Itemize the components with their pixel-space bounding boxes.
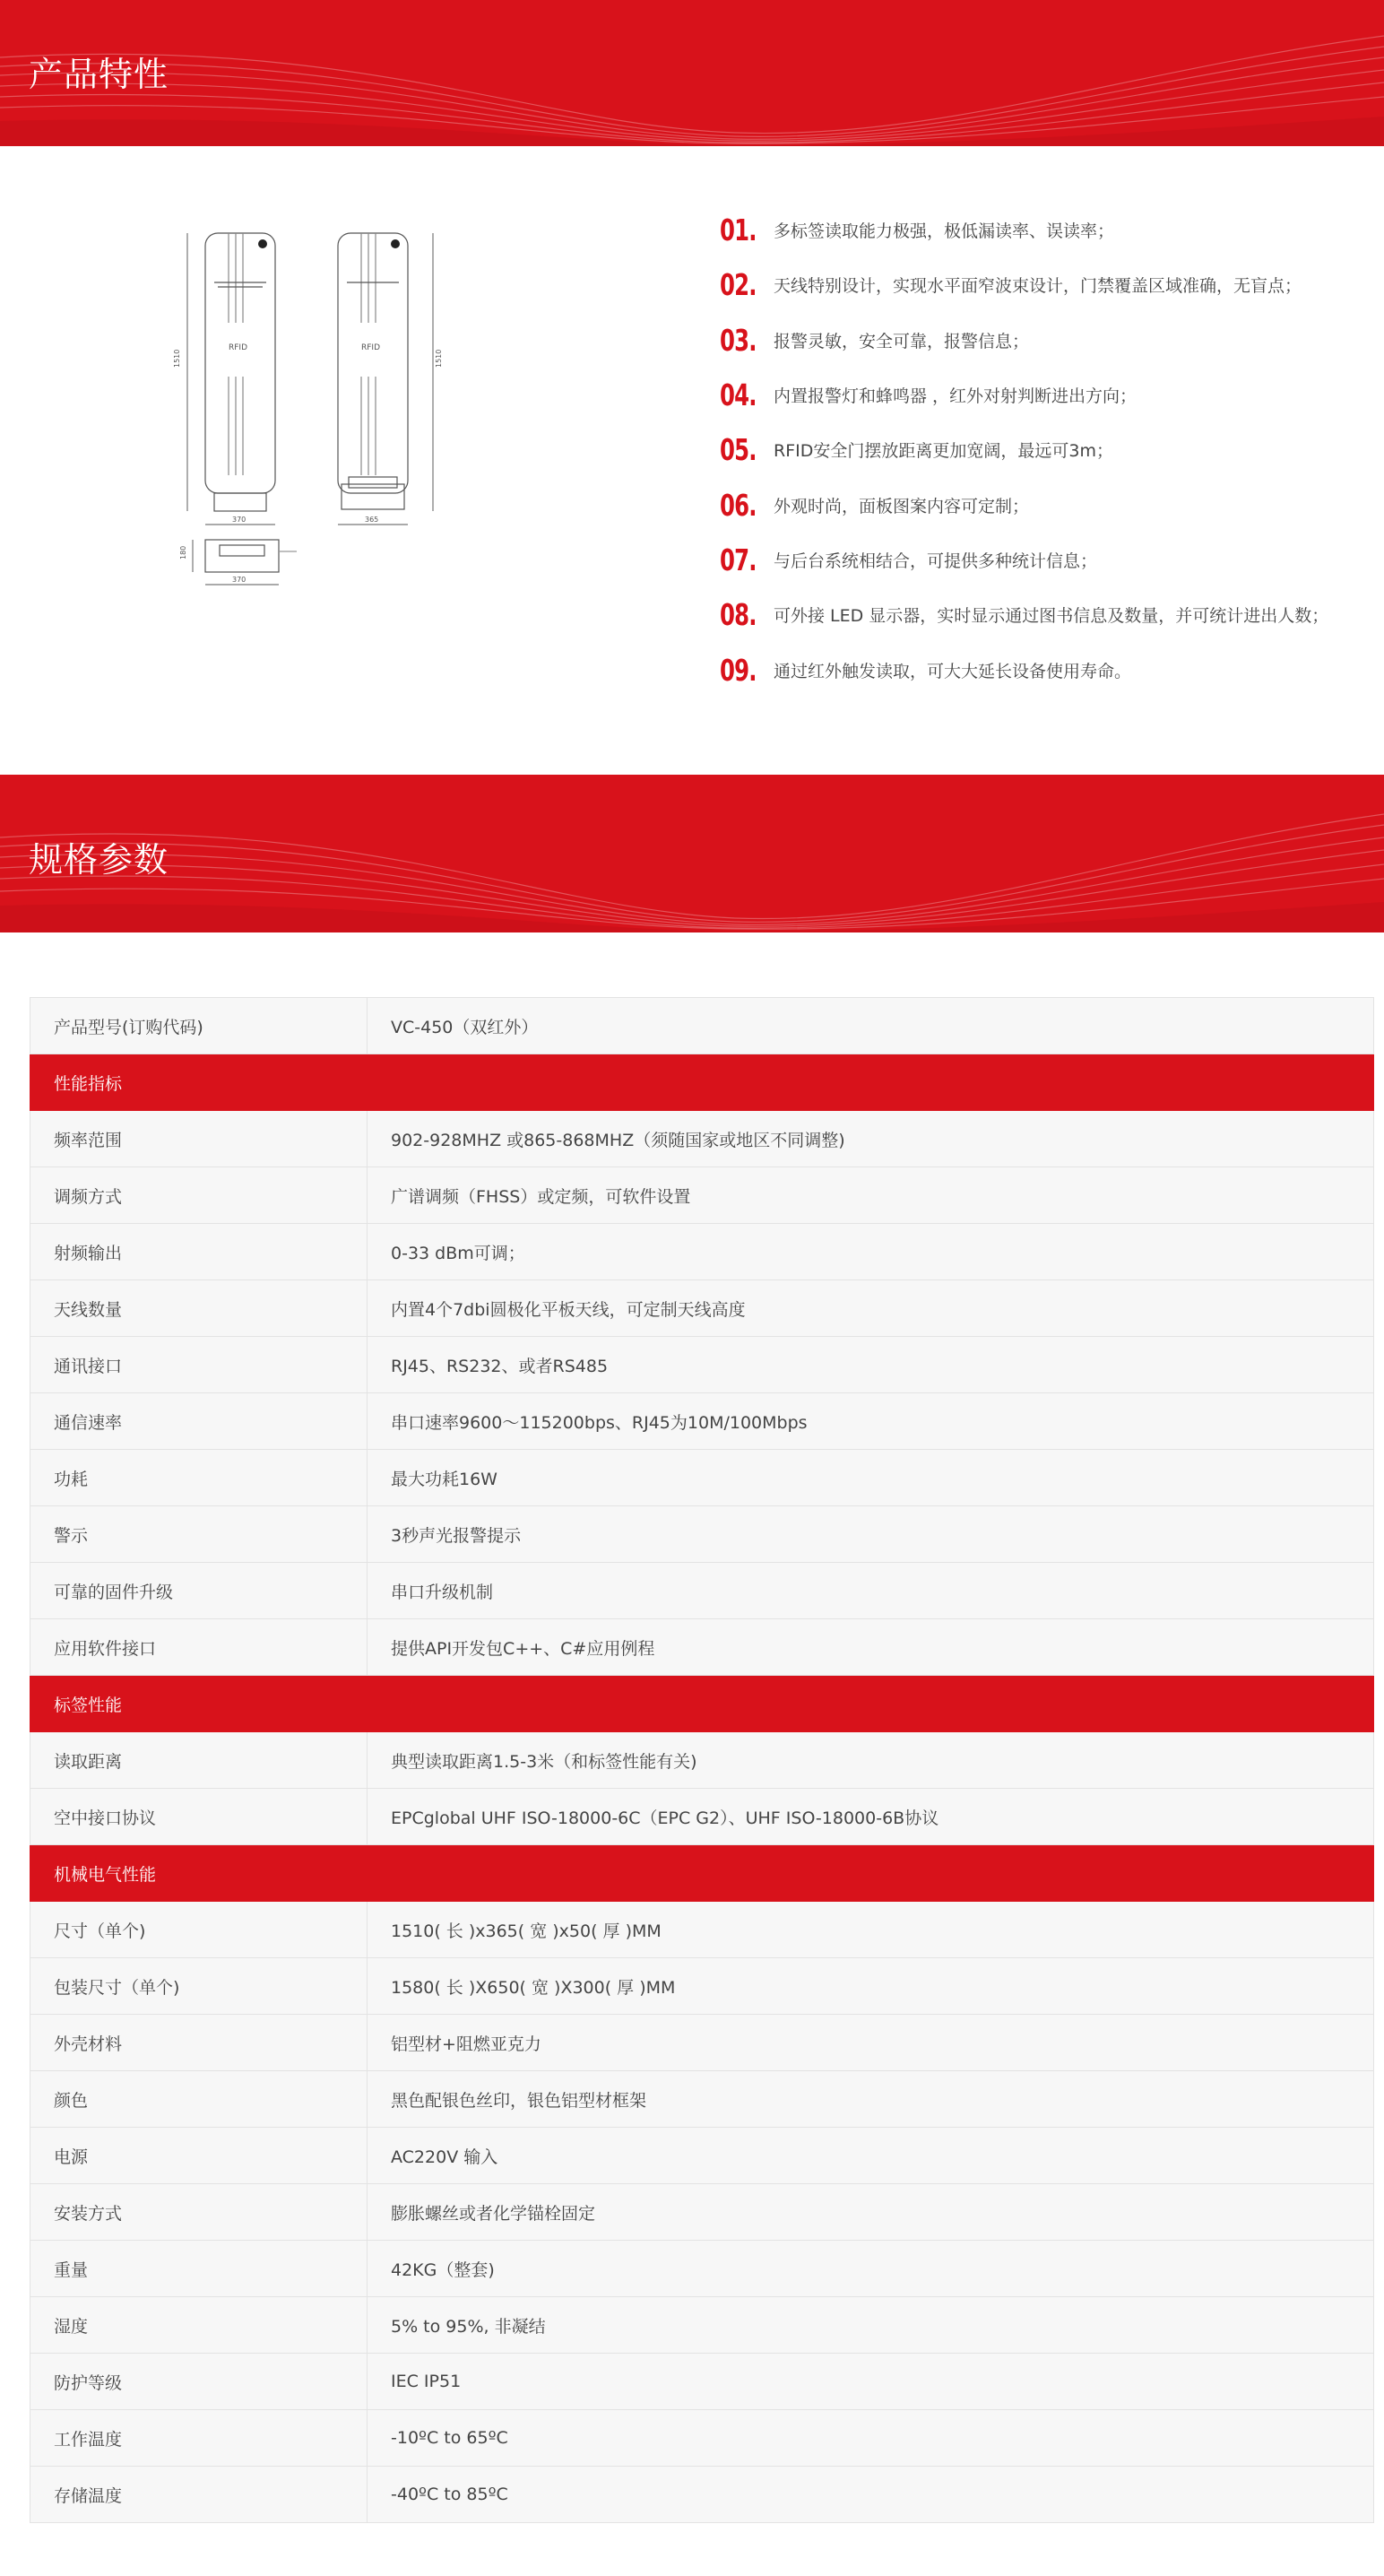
height-dimension-label-side: 1510 (435, 349, 443, 368)
table-row (30, 2071, 1374, 2128)
spec-key: 重量 (30, 2241, 368, 2297)
feature-item (720, 368, 1365, 422)
table-row (30, 998, 1374, 1054)
section-title: 规格参数 (29, 840, 169, 880)
feature-item (720, 477, 1365, 532)
spec-value: EPCglobal UHF ISO-18000-6C（EPC G2）、UHF ISO-18000-6B协议 (368, 1789, 1374, 1845)
feature-text: RFID安全门摆放距离更加宽阔，最远可3m； (774, 441, 1113, 462)
spec-key: 湿度 (30, 2297, 368, 2354)
spec-key: 通信速率 (30, 1393, 368, 1450)
feature-number: 01. (720, 212, 757, 248)
feature-number: 07. (720, 542, 757, 577)
feature-number: 02. (720, 267, 757, 303)
section-header-row (30, 1054, 1374, 1111)
spec-key: 产品型号(订购代码) (30, 998, 368, 1054)
spec-value: 串口速率9600～115200bps、RJ45为10M/100Mbps (368, 1393, 1374, 1450)
spec-value: -10ºC to 65ºC (368, 2410, 1374, 2467)
table-row (30, 2467, 1374, 2523)
spec-value: 铝型材+阻燃亚克力 (368, 2015, 1374, 2071)
side-width-label: 365 (365, 516, 379, 524)
spec-value: VC-450（双红外） (368, 998, 1374, 1054)
spec-value: 提供API开发包C++、C#应用例程 (368, 1619, 1374, 1676)
spec-value: 0-33 dBm可调； (368, 1224, 1374, 1280)
table-row (30, 1902, 1374, 1958)
table-row (30, 2015, 1374, 2071)
feature-list (720, 203, 1365, 698)
feature-text: 多标签读取能力极强，极低漏读率、误读率； (774, 221, 1115, 242)
spec-key: 电源 (30, 2128, 368, 2184)
feature-item (720, 587, 1365, 642)
table-row (30, 1732, 1374, 1789)
spec-value: 串口升级机制 (368, 1563, 1374, 1619)
spec-key: 天线数量 (30, 1280, 368, 1337)
feature-text: 与后台系统相结合，可提供多种统计信息； (774, 551, 1098, 571)
feature-text: 通过红外触发读取，可大大延长设备使用寿命。 (774, 661, 1132, 681)
table-row (30, 1167, 1374, 1224)
feature-text: 天线特别设计，实现水平面窄波束设计，门禁覆盖区域准确，无盲点； (774, 276, 1302, 297)
spec-key: 应用软件接口 (30, 1619, 368, 1676)
table-row (30, 1619, 1374, 1676)
spec-key: 射频输出 (30, 1224, 368, 1280)
section-header-row (30, 1676, 1374, 1732)
spec-key: 安装方式 (30, 2184, 368, 2241)
feature-number: 06. (720, 487, 757, 523)
height-dimension-label: 1510 (173, 349, 181, 368)
table-row (30, 1789, 1374, 1845)
table-row (30, 2184, 1374, 2241)
feature-item (720, 533, 1365, 587)
svg-text:RFID: RFID (361, 343, 381, 352)
feature-item (720, 642, 1365, 697)
feature-item (720, 203, 1365, 257)
spec-value: 5% to 95%, 非凝结 (368, 2297, 1374, 2354)
table-row (30, 1337, 1374, 1393)
spec-key: 尺寸（单个) (30, 1902, 368, 1958)
base-depth-label: 180 (179, 545, 187, 559)
feature-number: 04. (720, 377, 757, 413)
spec-key: 颜色 (30, 2071, 368, 2128)
spec-value: 42KG（整套) (368, 2241, 1374, 2297)
spec-key: 包装尺寸（单个) (30, 1958, 368, 2015)
spec-value: IEC IP51 (368, 2354, 1374, 2410)
spec-key: 功耗 (30, 1450, 368, 1506)
base-width-label: 370 (232, 576, 247, 584)
spec-value: 3秒声光报警提示 (368, 1506, 1374, 1563)
product-dimension-drawing (166, 215, 453, 601)
table-row (30, 1563, 1374, 1619)
feature-text: 可外接 LED 显示器，实时显示通过图书信息及数量，并可统计进出人数； (774, 606, 1329, 627)
spec-value: 902-928MHZ 或865-868MHZ（须随国家或地区不同调整) (368, 1111, 1374, 1167)
spec-value: 黑色配银色丝印，银色铝型材框架 (368, 2071, 1374, 2128)
spec-key: 调频方式 (30, 1167, 368, 1224)
section-header-row (30, 1845, 1374, 1902)
spec-value: 内置4个7dbi圆极化平板天线，可定制天线高度 (368, 1280, 1374, 1337)
table-row (30, 1280, 1374, 1337)
spec-value: 广谱调频（FHSS）或定频，可软件设置 (368, 1167, 1374, 1224)
spec-value: RJ45、RS232、或者RS485 (368, 1337, 1374, 1393)
section-banner-specs (0, 775, 1384, 932)
feature-text: 内置报警灯和蜂鸣器 ，红外对射判断进出方向； (774, 386, 1137, 407)
spec-key: 读取距离 (30, 1732, 368, 1789)
table-row (30, 1506, 1374, 1563)
feature-text: 外观时尚，面板图案内容可定制； (774, 496, 1030, 516)
feature-item (720, 422, 1365, 477)
feature-number: 03. (720, 322, 757, 358)
table-row (30, 2128, 1374, 2184)
spec-value: 膨胀螺丝或者化学锚栓固定 (368, 2184, 1374, 2241)
table-row (30, 1393, 1374, 1450)
table-row (30, 2410, 1374, 2467)
spec-key: 可靠的固件升级 (30, 1563, 368, 1619)
feature-item (720, 313, 1365, 368)
table-row (30, 2354, 1374, 2410)
table-row (30, 1224, 1374, 1280)
wave-pattern (0, 0, 1384, 146)
spec-key: 频率范围 (30, 1111, 368, 1167)
section-header: 机械电气性能 (30, 1845, 1374, 1902)
feature-number: 05. (720, 432, 757, 468)
section-header: 性能指标 (30, 1054, 1374, 1111)
spec-key: 空中接口协议 (30, 1789, 368, 1845)
feature-number: 08. (720, 597, 757, 633)
feature-text: 报警灵敏，安全可靠，报警信息； (774, 331, 1030, 351)
spec-value: 1580( 长 )X650( 宽 )X300( 厚 )MM (368, 1958, 1374, 2015)
wave-pattern (0, 775, 1384, 932)
spec-key: 外壳材料 (30, 2015, 368, 2071)
spec-key: 警示 (30, 1506, 368, 1563)
table-row (30, 2297, 1374, 2354)
front-width-label: 370 (232, 516, 247, 524)
spec-value: 最大功耗16W (368, 1450, 1374, 1506)
spec-value: 典型读取距离1.5-3米（和标签性能有关) (368, 1732, 1374, 1789)
table-row (30, 1958, 1374, 2015)
spec-value: -40ºC to 85ºC (368, 2467, 1374, 2523)
spec-value: 1510( 长 )x365( 宽 )x50( 厚 )MM (368, 1902, 1374, 1958)
table-row (30, 2241, 1374, 2297)
spec-key: 存储温度 (30, 2467, 368, 2523)
feature-item (720, 257, 1365, 312)
table-row (30, 1111, 1374, 1167)
spec-table (30, 997, 1374, 2523)
section-header: 标签性能 (30, 1676, 1374, 1732)
spec-key: 工作温度 (30, 2410, 368, 2467)
section-title: 产品特性 (29, 55, 169, 94)
spec-value: AC220V 输入 (368, 2128, 1374, 2184)
table-row (30, 1450, 1374, 1506)
svg-text:RFID: RFID (229, 343, 248, 352)
spec-key: 防护等级 (30, 2354, 368, 2410)
feature-number: 09. (720, 652, 757, 688)
section-banner-features (0, 0, 1384, 146)
spec-key: 通讯接口 (30, 1337, 368, 1393)
